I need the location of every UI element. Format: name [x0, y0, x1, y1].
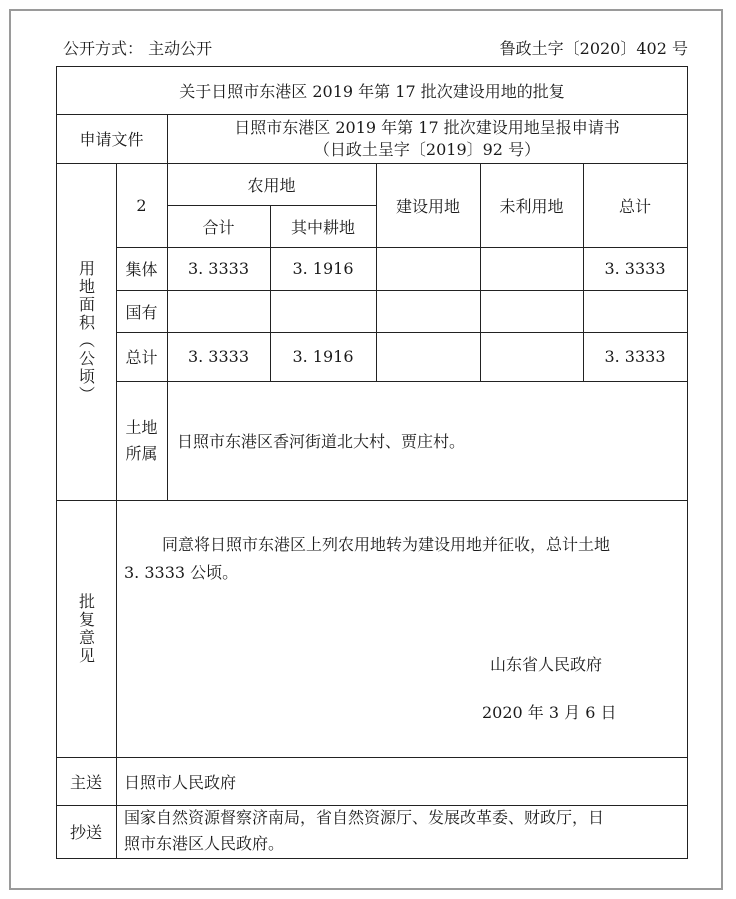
cell-construction	[376, 290, 480, 332]
col-header-unused: 未利用地	[499, 196, 564, 216]
cell-subtotal: 3. 3333	[187, 347, 250, 366]
land-area-side-label: 用地面积（公顷）	[76, 259, 96, 404]
col-header-cultivated: 其中耕地	[290, 217, 355, 237]
disclosure-method: 公开方式： 主动公开	[63, 39, 213, 58]
col-header-total: 总计	[618, 196, 651, 216]
cell-total	[583, 290, 687, 332]
col-header-subtotal: 合计	[202, 217, 235, 237]
cell-total: 3. 3333	[604, 259, 666, 278]
cell-subtotal	[167, 290, 270, 332]
cc-line-2: 照市东港区人民政府。	[124, 834, 285, 853]
corner-cell: 2	[136, 195, 147, 215]
cell-unused	[480, 247, 583, 290]
main-send-value: 日照市人民政府	[124, 772, 237, 792]
cc-label: 抄送	[69, 823, 102, 842]
ownership-value: 日照市东港区香河街道北大村、贾庄村。	[177, 432, 466, 451]
cc-value	[124, 805, 604, 857]
cell-total: 3. 3333	[604, 347, 666, 366]
row-label: 总计	[125, 348, 158, 367]
col-header-farmland: 农用地	[247, 175, 296, 195]
cell-unused	[480, 290, 583, 332]
approval-issuer: 山东省人民政府	[490, 655, 603, 674]
application-label: 申请文件	[79, 130, 144, 149]
document-number: 鲁政土字〔2020〕402 号	[499, 39, 688, 58]
cell-cultivated: 3. 1916	[292, 347, 354, 366]
application-line-1: 日照市东港区 2019 年第 17 批次建设用地呈报申请书	[234, 117, 620, 137]
approval-text-line-1: 同意将日照市东港区上列农用地转为建设用地并征收，总计土地	[162, 535, 611, 554]
application-document	[167, 114, 687, 163]
cell-unused	[480, 332, 583, 381]
cell-subtotal: 3. 3333	[187, 259, 250, 278]
cell-construction	[376, 247, 480, 290]
row-label: 集体	[125, 260, 158, 279]
document-title: 关于日照市东港区 2019 年第 17 批次建设用地的批复	[179, 81, 565, 101]
application-line-2: （日政土呈字〔2019〕92 号）	[313, 139, 541, 159]
col-header-construction: 建设用地	[395, 196, 460, 216]
approval-text-line-2: 3. 3333 公顷。	[124, 563, 239, 582]
ownership-label: 土地 所属	[125, 417, 158, 463]
approval-date: 2020 年 3 月 6 日	[482, 703, 617, 722]
main-send-label: 主送	[69, 772, 102, 792]
cell-cultivated	[270, 290, 376, 332]
cell-construction	[376, 332, 480, 381]
approval-label: 批复意见	[76, 592, 96, 665]
cc-line-1: 国家自然资源督察济南局，省自然资源厅、发展改革委、财政厅，日	[124, 808, 605, 827]
cell-cultivated: 3. 1916	[292, 259, 354, 278]
row-label: 国有	[125, 302, 158, 322]
